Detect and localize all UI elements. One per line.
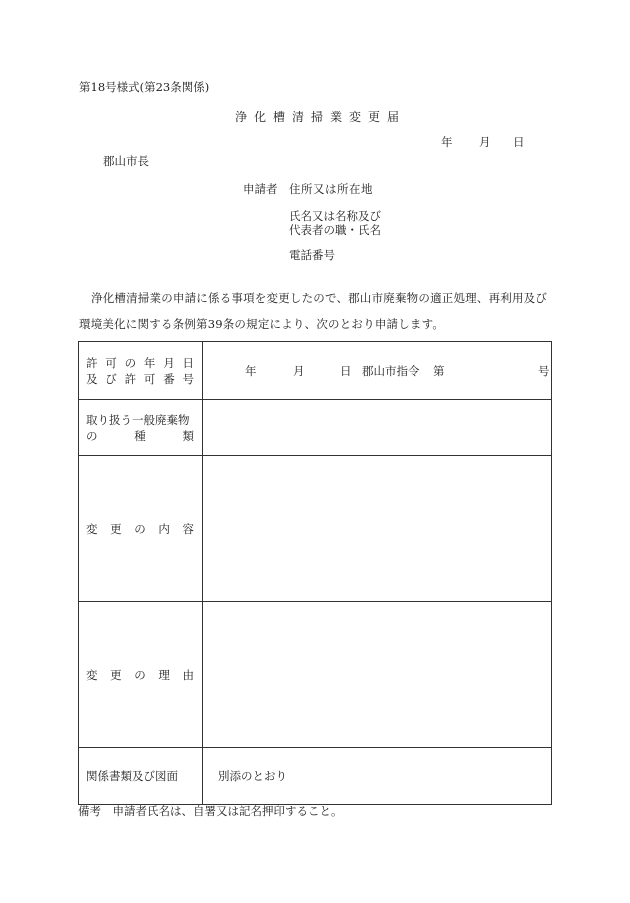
address-label: 住所又は所在地: [289, 182, 373, 196]
waste-kind-label-line2: の 種 類: [86, 428, 194, 443]
permit-label-line1: 許 可 の 年 月 日: [86, 355, 194, 370]
change-content-label: 変 更 の 内 容: [79, 456, 203, 602]
waste-kind-label-line1: 取り扱う一般廃棄物: [86, 412, 190, 427]
permit-label-line2: 及 び 許 可 番 号: [86, 371, 194, 386]
permit-row: [79, 342, 552, 400]
waste-kind-row: [79, 400, 552, 456]
body-text-line1: 浄化槽清掃業の申請に係る事項を変更したので、郡山市廃棄物の適正処理、再利用及び: [91, 291, 548, 305]
change-reason-label: 変 更 の 理 由: [79, 602, 203, 748]
name-label-line1: 氏名又は名称及び: [289, 209, 381, 223]
waste-kind-label: [79, 400, 203, 456]
form-number: 第18号様式(第23条関係): [79, 80, 210, 94]
permit-year-label: 年: [245, 364, 257, 378]
addressee: 郡山市長: [103, 154, 149, 168]
date-year-label: 年: [441, 135, 453, 149]
permit-number-prefix: 第: [433, 364, 445, 378]
permit-month-label: 月: [293, 364, 305, 378]
body-text-line2: 環境美化に関する条例第39条の規定により、次のとおり申請します。: [79, 317, 445, 331]
related-docs-row: [79, 748, 552, 805]
application-table: [78, 341, 552, 805]
name-label-line2: 代表者の職・氏名: [289, 223, 381, 237]
change-reason-field[interactable]: [203, 602, 552, 748]
permit-value-field[interactable]: [203, 342, 552, 400]
related-docs-value: 別添のとおり: [203, 748, 552, 805]
permit-label: [79, 342, 203, 400]
date-month-label: 月: [479, 135, 491, 149]
waste-kind-field[interactable]: [203, 400, 552, 456]
change-reason-row: [79, 602, 552, 748]
remarks-note: 備考 申請者氏名は、自署又は記名押印すること。: [78, 804, 343, 818]
document-title: 浄化槽清掃業変更届: [235, 110, 407, 124]
change-content-field[interactable]: [203, 456, 552, 602]
permit-number-suffix: 号: [538, 364, 550, 378]
change-content-row: [79, 456, 552, 602]
related-docs-label: 関係書類及び図面: [79, 748, 203, 805]
permit-day-label: 日: [340, 364, 352, 378]
permit-city-order: 郡山市指令: [362, 364, 420, 378]
phone-label: 電話番号: [289, 248, 335, 262]
date-day-label: 日: [513, 135, 525, 149]
applicant-label: 申請者: [243, 182, 278, 196]
